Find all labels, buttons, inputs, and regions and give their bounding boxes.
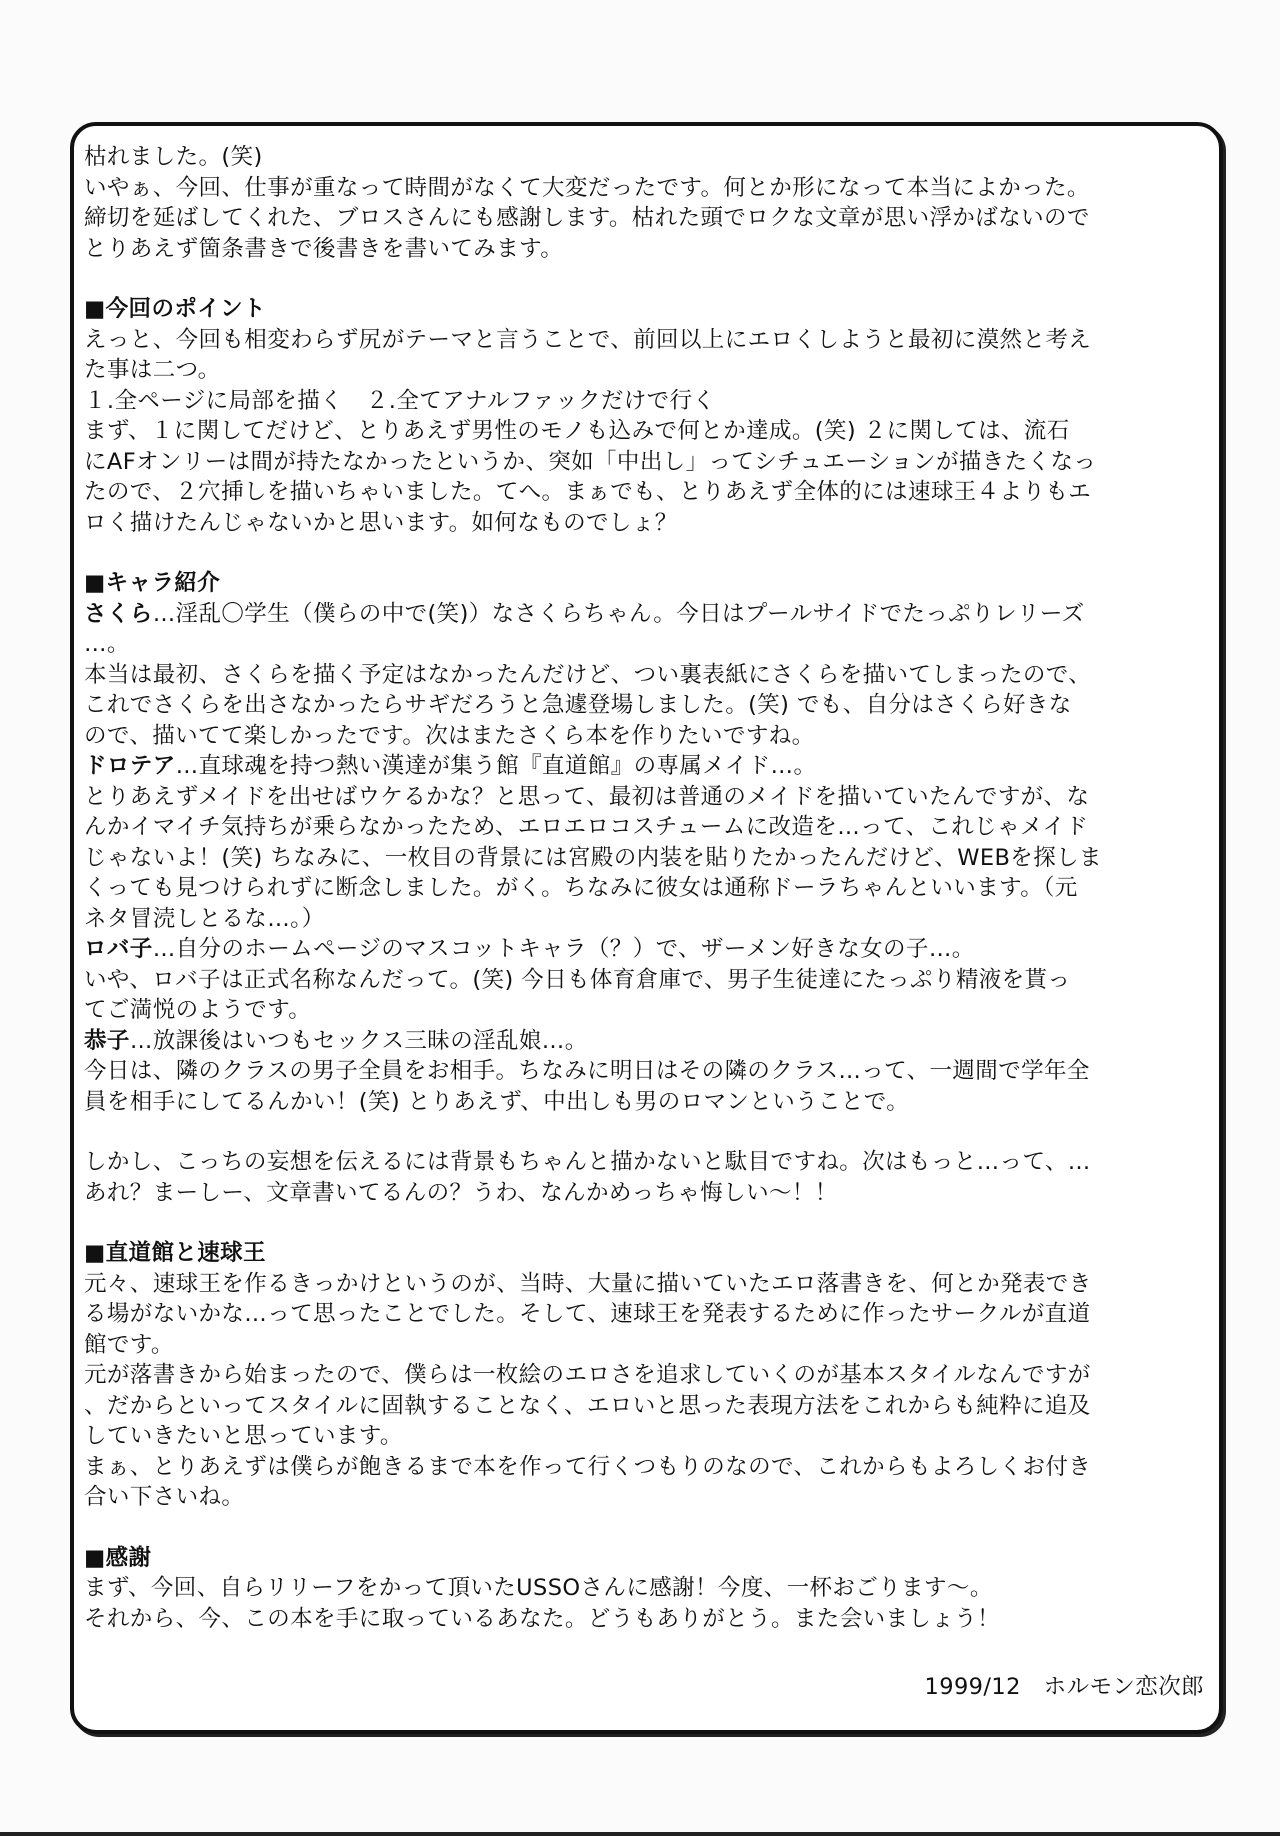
character-desc: …直球魂を持つ熱い漢達が集う館『直道館』の専属メイド…。 — [175, 753, 817, 779]
character-line: んかイマイチ気持ちが乗らなかったため、エロエロコスチュームに改造を…って、これじゃメイド — [84, 814, 1089, 840]
points-line: たので、２穴挿しを描いちゃいました。てへ。まぁでも、とりあえず全体的には速球王４よりもエ — [84, 479, 1092, 505]
intro-line: 枯れました。(笑) — [84, 144, 263, 170]
character-line: てご満悦のようです。 — [84, 997, 312, 1023]
character-name: ドロテア — [84, 753, 176, 779]
intro-line: とりあえず箇条書きで後書きを書いてみます。 — [84, 235, 564, 262]
character-name: 恭子 — [84, 1027, 130, 1054]
character-name: ロバ子 — [84, 936, 153, 962]
points-line: た事は二つ。 — [84, 357, 221, 383]
points-line: えっと、今回も相変わらず尻がテーマと言うことで、前回以上にエロくしようと最初に漠然と考え — [84, 326, 1092, 353]
section-heading-thanks: ■感謝 — [84, 1544, 152, 1571]
points-line: にAFオンリーは間が持たなかったというか、突如「中出し」ってシチュエーションが描きたくなっ — [84, 448, 1097, 475]
character-desc: …自分のホームページのマスコットキャラ（？）で、ザーメン好きな女の子…。 — [152, 936, 975, 962]
section-heading-characters: ■キャラ紹介 — [84, 570, 221, 596]
signature: 1999/12 ホルモン恋次郎 — [924, 1674, 1204, 1700]
circle-line: 、だからといってスタイルに固執することなく、エロいと思った表現方法をこれからも純粋に追及 — [84, 1392, 1091, 1419]
points-line: まず、１に関してだけど、とりあえず男性のモノも込みで何とか達成。(笑) ２に関しては、流石 — [84, 418, 1070, 444]
character-line: じゃないよ！(笑) ちなみに、一枚目の背景には宮殿の内装を貼りたかったんだけど、WEBを探しま — [84, 844, 1102, 871]
character-desc: …放課後はいつもセックス三昧の淫乱娘…。 — [129, 1027, 588, 1054]
character-line: とりあえずメイドを出せばウケるかな？と思って、最初は普通のメイドを描いていたんですが、な — [84, 783, 1090, 810]
character-line: …。 — [84, 631, 130, 657]
circle-line: していきたいと思っています。 — [84, 1423, 403, 1449]
thanks-line: まず、今回、自らリリーフをかって頂いたUSSOさんに感謝！今度、一杯おごります～。 — [84, 1575, 993, 1601]
character-line: 員を相手にしてるんかい！(笑) とりあえず、中出しも男のロマンということで。 — [84, 1088, 910, 1115]
afterword-body — [84, 142, 1206, 1634]
character-line: 本当は最初、さくらを描く予定はなかったんだけど、つい裏表紙にさくらを描いてしまったので、 — [84, 661, 1092, 688]
intro-line: 締切を延ばしてくれた、ブロスさんにも感謝します。枯れた頭でロクな文章が思い浮かばないので — [84, 205, 1090, 231]
character-line: これでさくらを出さなかったらサギだろうと急遽登場しました。(笑) でも、自分はさくら好きな — [84, 692, 1072, 718]
page-bottom-edge — [0, 1832, 1280, 1836]
circle-line: 館です。 — [84, 1331, 174, 1358]
intro-line: いやぁ、今回、仕事が重なって時間がなくて大変だったです。何とか形になって本当によかった。 — [84, 174, 1090, 201]
character-line: ネタ冒涜しとるな…。） — [84, 905, 325, 932]
character-entry-robako — [84, 934, 1206, 965]
closing-line: しかし、こっちの妄想を伝えるには背景もちゃんと描かないと駄目ですね。次はもっと…って、… — [84, 1149, 1091, 1175]
character-name: さくら — [84, 600, 153, 627]
circle-line: 元々、速球王を作るきっかけというのが、当時、大量に描いていたエロ落書きを、何とか発表でき — [84, 1270, 1092, 1297]
character-entry-dorothea — [84, 751, 1206, 782]
character-line: いや、ロバ子は正式名称なんだって。(笑) 今日も体育倉庫で、男子生徒達にたっぷり精液を貰っ — [84, 966, 1071, 993]
circle-line: 元が落書きから始まったので、僕らは一枚絵のエロさを追求していくのが基本スタイルなんですが — [84, 1362, 1091, 1388]
section-heading-circle: ■直道館と速球王 — [84, 1240, 266, 1266]
closing-line: あれ？まーしー、文章書いてるんの？うわ、なんかめっちゃ悔しい～！！ — [84, 1179, 838, 1206]
character-line: ので、描いてて楽しかったです。次はまたさくら本を作りたいですね。 — [84, 722, 815, 749]
circle-line: 合い下さいね。 — [84, 1484, 245, 1510]
character-line: 今日は、隣のクラスの男子全員をお相手。ちなみに明日はその隣のクラス…って、一週間で学年全 — [84, 1058, 1090, 1084]
points-line: ロく描けたんじゃないかと思います。如何なものでしょ？ — [84, 509, 678, 536]
thanks-line: それから、今、この本を手に取っているあなた。どうもありがとう。また会いましょう！ — [84, 1605, 1001, 1632]
circle-line: る場がないかな…って思ったことでした。そして、速球王を発表するために作ったサークルが直道 — [84, 1301, 1091, 1327]
character-desc: …淫乱〇学生（僕らの中で(笑)）なさくらちゃん。今日はプールサイドでたっぷりレリーズ — [152, 600, 1085, 627]
character-entry-sakura — [84, 599, 1206, 630]
character-line: くっても見つけられずに断念しました。がく。ちなみに彼女は通称ドーラちゃんといいます。（元 — [84, 875, 1078, 901]
character-entry-kyoko — [84, 1026, 1206, 1057]
circle-line: まぁ、とりあえずは僕らが飽きるまで本を作って行くつもりのなので、これからもよろしくお付き — [84, 1453, 1092, 1480]
points-line: １.全ページに局部を描く ２.全てアナルファックだけで行く — [84, 387, 716, 414]
section-heading-points: ■今回のポイント — [84, 296, 266, 322]
